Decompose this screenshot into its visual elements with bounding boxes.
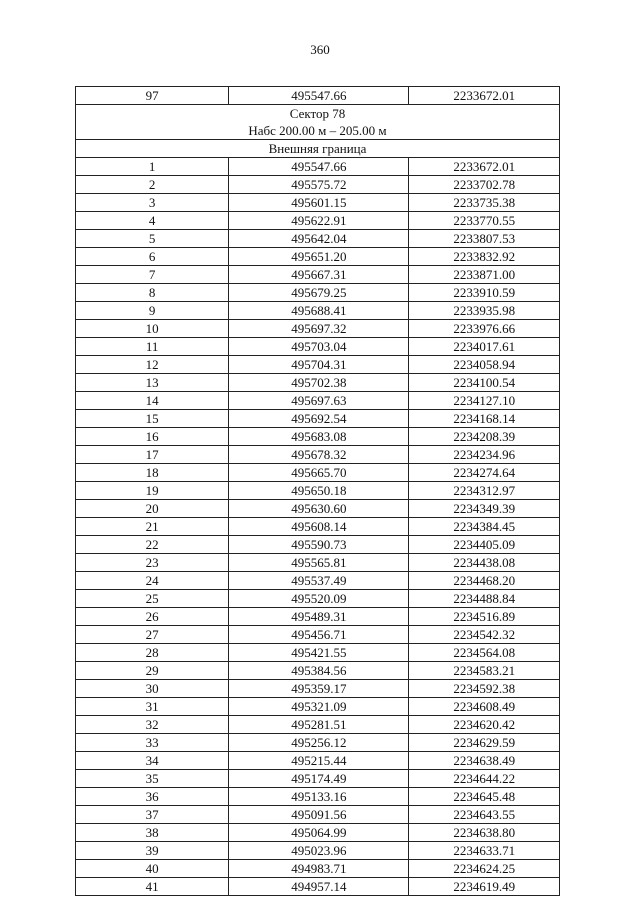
point-number: 9 [76, 302, 229, 320]
point-number: 19 [76, 482, 229, 500]
point-number: 12 [76, 356, 229, 374]
point-number: 16 [76, 428, 229, 446]
table-row [76, 554, 560, 572]
point-number: 30 [76, 680, 229, 698]
point-number: 29 [76, 662, 229, 680]
point-number: 28 [76, 644, 229, 662]
x-coordinate: 495575.72 [229, 176, 409, 194]
table-row [76, 158, 560, 176]
table-row [76, 194, 560, 212]
point-number: 11 [76, 338, 229, 356]
x-coordinate: 495622.91 [229, 212, 409, 230]
y-coordinate: 2234624.25 [409, 860, 560, 878]
point-number: 97 [76, 87, 229, 105]
table-row [76, 680, 560, 698]
table-row [76, 698, 560, 716]
point-number: 41 [76, 878, 229, 896]
point-number: 35 [76, 770, 229, 788]
table-row [76, 842, 560, 860]
x-coordinate: 495565.81 [229, 554, 409, 572]
table-row [76, 338, 560, 356]
table-row [76, 392, 560, 410]
point-number: 34 [76, 752, 229, 770]
x-coordinate: 495133.16 [229, 788, 409, 806]
y-coordinate: 2234608.49 [409, 698, 560, 716]
point-number: 32 [76, 716, 229, 734]
y-coordinate: 2233935.98 [409, 302, 560, 320]
y-coordinate: 2233702.78 [409, 176, 560, 194]
table-row [76, 464, 560, 482]
table-row [76, 87, 560, 105]
x-coordinate: 495421.55 [229, 644, 409, 662]
y-coordinate: 2234629.59 [409, 734, 560, 752]
y-coordinate: 2234312.97 [409, 482, 560, 500]
point-number: 38 [76, 824, 229, 842]
sector-header [76, 105, 560, 140]
y-coordinate: 2234542.32 [409, 626, 560, 644]
table-row [76, 428, 560, 446]
y-coordinate: 2234633.71 [409, 842, 560, 860]
table-row [76, 356, 560, 374]
coordinates-table [75, 86, 560, 896]
x-coordinate: 495683.08 [229, 428, 409, 446]
y-coordinate: 2233807.53 [409, 230, 560, 248]
x-coordinate: 495697.63 [229, 392, 409, 410]
table-row [76, 716, 560, 734]
y-coordinate: 2233832.92 [409, 248, 560, 266]
y-coordinate: 2233976.66 [409, 320, 560, 338]
y-coordinate: 2234017.61 [409, 338, 560, 356]
y-coordinate: 2234208.39 [409, 428, 560, 446]
y-coordinate: 2234488.84 [409, 590, 560, 608]
x-coordinate: 495489.31 [229, 608, 409, 626]
table-row [76, 878, 560, 896]
table-row [76, 644, 560, 662]
y-coordinate: 2234583.21 [409, 662, 560, 680]
point-number: 2 [76, 176, 229, 194]
point-number: 36 [76, 788, 229, 806]
point-number: 23 [76, 554, 229, 572]
x-coordinate: 495642.04 [229, 230, 409, 248]
point-number: 39 [76, 842, 229, 860]
x-coordinate: 495697.32 [229, 320, 409, 338]
table-row [76, 284, 560, 302]
x-coordinate: 495384.56 [229, 662, 409, 680]
point-number: 13 [76, 374, 229, 392]
x-coordinate: 495608.14 [229, 518, 409, 536]
coordinates-table-body [76, 87, 560, 896]
point-number: 3 [76, 194, 229, 212]
y-coordinate: 2233735.38 [409, 194, 560, 212]
table-row [76, 788, 560, 806]
point-number: 18 [76, 464, 229, 482]
table-row [76, 500, 560, 518]
boundary-label: Внешняя граница [76, 140, 560, 158]
x-coordinate: 495590.73 [229, 536, 409, 554]
x-coordinate: 495702.38 [229, 374, 409, 392]
point-number: 25 [76, 590, 229, 608]
table-row [76, 446, 560, 464]
table-row [76, 590, 560, 608]
x-coordinate: 495456.71 [229, 626, 409, 644]
x-coordinate: 495601.15 [229, 194, 409, 212]
table-row [76, 266, 560, 284]
x-coordinate: 495023.96 [229, 842, 409, 860]
table-row [76, 248, 560, 266]
x-coordinate: 495678.32 [229, 446, 409, 464]
x-coordinate: 495679.25 [229, 284, 409, 302]
table-row [76, 518, 560, 536]
x-coordinate: 495215.44 [229, 752, 409, 770]
y-coordinate: 2233770.55 [409, 212, 560, 230]
y-coordinate: 2234168.14 [409, 410, 560, 428]
x-coordinate: 494983.71 [229, 860, 409, 878]
table-row [76, 572, 560, 590]
page-number: 360 [310, 42, 330, 57]
y-coordinate: 2233672.01 [409, 158, 560, 176]
table-row [76, 176, 560, 194]
y-coordinate: 2234638.80 [409, 824, 560, 842]
table-row [76, 608, 560, 626]
point-number: 31 [76, 698, 229, 716]
point-number: 22 [76, 536, 229, 554]
y-coordinate: 2234234.96 [409, 446, 560, 464]
y-coordinate: 2234438.08 [409, 554, 560, 572]
table-row [76, 482, 560, 500]
x-coordinate: 495537.49 [229, 572, 409, 590]
point-number: 4 [76, 212, 229, 230]
table-row [76, 860, 560, 878]
table-row [76, 734, 560, 752]
point-number: 26 [76, 608, 229, 626]
x-coordinate: 495520.09 [229, 590, 409, 608]
point-number: 10 [76, 320, 229, 338]
point-number: 17 [76, 446, 229, 464]
x-coordinate: 495692.54 [229, 410, 409, 428]
x-coordinate: 495547.66 [229, 158, 409, 176]
table-row [76, 770, 560, 788]
x-coordinate: 495688.41 [229, 302, 409, 320]
point-number: 40 [76, 860, 229, 878]
y-coordinate: 2234592.38 [409, 680, 560, 698]
table-row [76, 536, 560, 554]
x-coordinate: 495651.20 [229, 248, 409, 266]
y-coordinate: 2234127.10 [409, 392, 560, 410]
point-number: 37 [76, 806, 229, 824]
y-coordinate: 2233871.00 [409, 266, 560, 284]
table-row [76, 410, 560, 428]
x-coordinate: 494957.14 [229, 878, 409, 896]
y-coordinate: 2234645.48 [409, 788, 560, 806]
x-coordinate: 495665.70 [229, 464, 409, 482]
y-coordinate: 2234516.89 [409, 608, 560, 626]
point-number: 15 [76, 410, 229, 428]
x-coordinate: 495281.51 [229, 716, 409, 734]
y-coordinate: 2234100.54 [409, 374, 560, 392]
x-coordinate: 495703.04 [229, 338, 409, 356]
point-number: 1 [76, 158, 229, 176]
table-row [76, 230, 560, 248]
table-row [76, 320, 560, 338]
y-coordinate: 2234405.09 [409, 536, 560, 554]
x-coordinate: 495321.09 [229, 698, 409, 716]
sector-height-range: Набс 200.00 м – 205.00 м [248, 123, 387, 138]
sector-header-row [76, 105, 560, 140]
point-number: 8 [76, 284, 229, 302]
point-number: 27 [76, 626, 229, 644]
x-coordinate: 495359.17 [229, 680, 409, 698]
table-row [76, 662, 560, 680]
table-row [76, 212, 560, 230]
point-number: 6 [76, 248, 229, 266]
y-coordinate: 2234564.08 [409, 644, 560, 662]
point-number: 24 [76, 572, 229, 590]
y-coordinate: 2234620.42 [409, 716, 560, 734]
x-coordinate: 495256.12 [229, 734, 409, 752]
y-coordinate: 2234638.49 [409, 752, 560, 770]
y-coordinate: 2234274.64 [409, 464, 560, 482]
y-coordinate: 2234349.39 [409, 500, 560, 518]
point-number: 20 [76, 500, 229, 518]
y-coordinate: 2234644.22 [409, 770, 560, 788]
y-coordinate: 2234384.45 [409, 518, 560, 536]
table-row [76, 626, 560, 644]
y-coordinate: 2233672.01 [409, 87, 560, 105]
y-coordinate: 2233910.59 [409, 284, 560, 302]
y-coordinate: 2234643.55 [409, 806, 560, 824]
point-number: 5 [76, 230, 229, 248]
point-number: 14 [76, 392, 229, 410]
table-row [76, 824, 560, 842]
table-row [76, 806, 560, 824]
x-coordinate: 495650.18 [229, 482, 409, 500]
point-number: 21 [76, 518, 229, 536]
x-coordinate: 495064.99 [229, 824, 409, 842]
point-number: 33 [76, 734, 229, 752]
point-number: 7 [76, 266, 229, 284]
x-coordinate: 495174.49 [229, 770, 409, 788]
x-coordinate: 495547.66 [229, 87, 409, 105]
x-coordinate: 495630.60 [229, 500, 409, 518]
sector-title: Сектор 78 [289, 106, 346, 121]
boundary-row [76, 140, 560, 158]
x-coordinate: 495704.31 [229, 356, 409, 374]
table-row [76, 302, 560, 320]
y-coordinate: 2234468.20 [409, 572, 560, 590]
x-coordinate: 495091.56 [229, 806, 409, 824]
y-coordinate: 2234058.94 [409, 356, 560, 374]
table-row [76, 374, 560, 392]
y-coordinate: 2234619.49 [409, 878, 560, 896]
x-coordinate: 495667.31 [229, 266, 409, 284]
table-row [76, 752, 560, 770]
